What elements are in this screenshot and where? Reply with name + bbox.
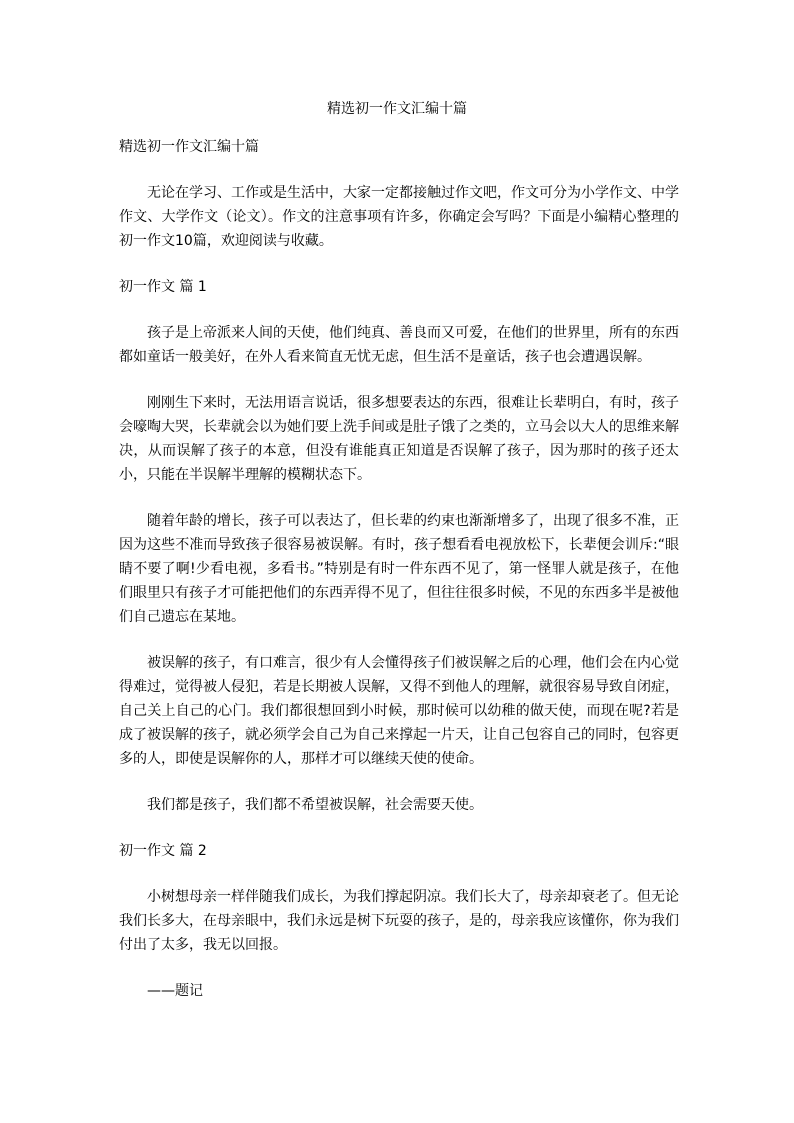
page-title: 精选初一作文汇编十篇 [327, 101, 467, 117]
section-1-paragraph: 随着年龄的增长，孩子可以表达了，但长辈的约束也渐渐增多了，出现了很多不准，正因为这些不准而导致孩子很容易被误解。有时，孩子想看看电视放松下，长辈便会训斥:“眼睛不要了啊!少看电视，多看书。”特别是有时一件东西不见了，第一怪罪人就是孩子，在他们眼里只有孩子才可能把他们的东西弄得不见了，但往往很多时候，不见的东西多半是被他们自己遗忘在某地。 [119, 513, 679, 625]
section-heading-1: 初一作文 篇 1 [119, 279, 207, 295]
intro-paragraph: 无论在学习、工作或是生活中，大家一定都接触过作文吧，作文可分为小学作文、中学作文、大学作文（论文）。作文的注意事项有许多，你确定会写吗？下面是小编精心整理的初一作文10篇，欢迎阅读与收藏。 [119, 185, 679, 249]
document-body [119, 135, 679, 1003]
section-2-paragraph: 小树想母亲一样伴随我们成长，为我们撑起阴凉。我们长大了，母亲却衰老了。但无论我们长多大，在母亲眼中，我们永远是树下玩耍的孩子，是的，母亲我应该懂你，你为我们付出了太多，我无以回报。 [119, 889, 679, 953]
section-1-paragraph: 被误解的孩子，有口难言，很少有人会懂得孩子们被误解之后的心理，他们会在内心觉得难过，觉得被人侵犯，若是长期被人误解，又得不到他人的理解，就很容易导致自闭症，自己关上自己的心门。我们都很想回到小时候，那时候可以幼稚的做天使，而现在呢?若是成了被误解的孩子，就必须学会自己为自己来撑起一片天，让自己包容自己的同时，包容更多的人，即使是误解你的人，那样才可以继续天使的使命。 [119, 655, 679, 767]
section-1-paragraph: 我们都是孩子，我们都不希望被误解，社会需要天使。 [147, 797, 483, 813]
epigraph-signature: ——题记 [147, 983, 203, 999]
section-heading-2: 初一作文 篇 2 [119, 843, 207, 859]
section-1-paragraph: 孩子是上帝派来人间的天使，他们纯真、善良而又可爱，在他们的世界里，所有的东西都如童话一般美好，在外人看来简直无忧无虑，但生活不是童话，孩子也会遭遇误解。 [119, 325, 679, 365]
document-subtitle: 精选初一作文汇编十篇 [119, 139, 259, 155]
section-1-paragraph: 刚刚生下来时，无法用语言说话，很多想要表达的东西，很难让长辈明白，有时，孩子会嚎啕大哭，长辈就会以为她们要上洗手间或是肚子饿了之类的，立马会以大人的思维来解决，从而误解了孩子的本意，但没有谁能真正知道是否误解了孩子，因为那时的孩子还太小，只能在半误解半理解的模糊状态下。 [119, 395, 679, 483]
